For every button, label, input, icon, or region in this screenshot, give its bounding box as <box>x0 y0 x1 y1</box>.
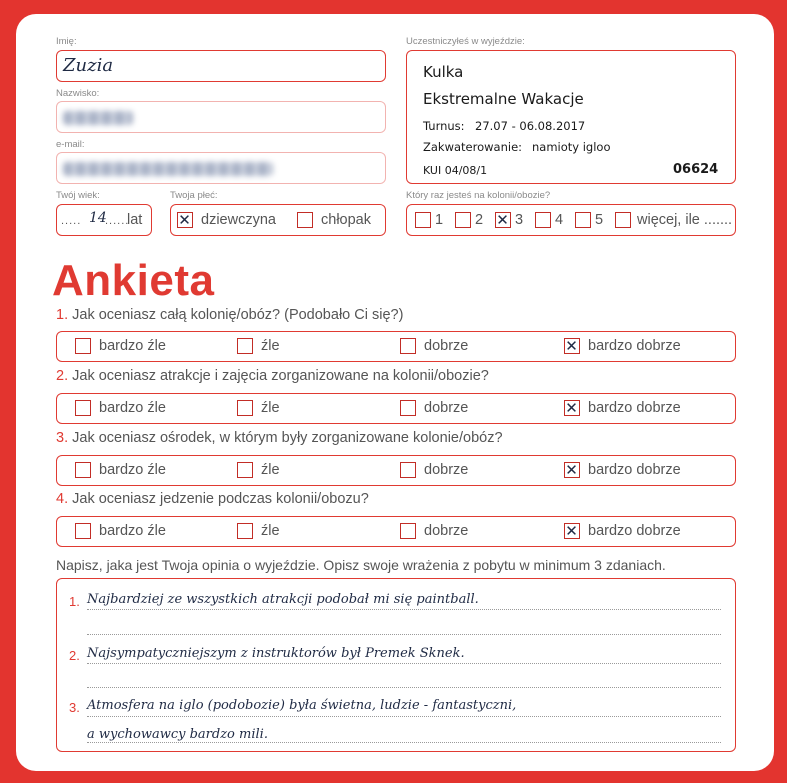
age-unit: lat <box>127 212 143 228</box>
gender-checkbox-male[interactable] <box>297 212 313 228</box>
question-1-checkbox-3[interactable] <box>400 338 416 354</box>
question-4-checkbox-1[interactable] <box>75 523 91 539</box>
question-4-answers <box>56 516 736 547</box>
turnus-label: Turnus: <box>423 119 465 133</box>
question-1-option-3: dobrze <box>424 338 469 354</box>
question-4-text <box>56 491 369 507</box>
question-1-checkbox-1[interactable] <box>75 338 91 354</box>
question-3-checkbox-1[interactable] <box>75 462 91 478</box>
age-field[interactable]: ..... 14 ...... lat <box>56 204 152 236</box>
age-value: 14 <box>89 210 107 226</box>
visit-checkbox-more[interactable] <box>615 212 631 228</box>
question-1-option-4: bardzo dobrze <box>588 338 681 354</box>
gender-option-male: chłopak <box>321 212 371 228</box>
question-1-option-1: bardzo źle <box>99 338 166 354</box>
visit-option-1: 1 <box>435 212 444 228</box>
visit-count-field <box>406 204 736 236</box>
visit-checkbox-1[interactable] <box>415 212 431 228</box>
question-4-option-4: bardzo dobrze <box>588 523 681 539</box>
opinion-line-4: a wychowawcy bardzo mili. <box>87 727 268 742</box>
visit-checkbox-2[interactable] <box>455 212 471 228</box>
gender-option-female: dziewczyna <box>201 212 276 228</box>
question-4-checkbox-2[interactable] <box>237 523 253 539</box>
question-1-answers <box>56 331 736 362</box>
question-3-option-4: bardzo dobrze <box>588 462 681 478</box>
accommodation-label: Zakwaterowanie: <box>423 140 523 154</box>
question-3-answers <box>56 455 736 486</box>
question-3-label: Jak oceniasz ośrodek, w którym były zorganizowane kolonie/obóz? <box>72 430 503 446</box>
trip-code: KUI 04/08/1 <box>423 164 488 177</box>
gender-checkbox-female[interactable] <box>177 212 193 228</box>
question-2-option-4: bardzo dobrze <box>588 400 681 416</box>
opinion-prompt: Napisz, jaka jest Twoja opinia o wyjeździe. Opisz swoje wrażenia z pobytu w minimum 3 zdaniach. <box>56 557 666 573</box>
visit-option-3: 3 <box>515 212 524 228</box>
question-2-text <box>56 368 489 384</box>
question-2-answers <box>56 393 736 424</box>
question-4-option-3: dobrze <box>424 523 469 539</box>
surname-label: Nazwisko: <box>56 88 100 99</box>
question-2-checkbox-4[interactable] <box>564 400 580 416</box>
name-field[interactable] <box>56 50 386 82</box>
question-4-checkbox-3[interactable] <box>400 523 416 539</box>
email-label: e-mail: <box>56 139 85 150</box>
trip-info-box <box>406 50 736 184</box>
question-2-option-3: dobrze <box>424 400 469 416</box>
visit-option-5: 5 <box>595 212 604 228</box>
email-field[interactable] <box>56 152 386 184</box>
opinion-line-3: Atmosfera na iglo (podobozie) była świetna, ludzie - fantastyczni, <box>87 698 517 713</box>
question-1-label: Jak oceniasz całą kolonię/obóz? (Podobało Ci się?) <box>72 307 404 323</box>
email-redacted <box>63 162 273 176</box>
survey-title: Ankieta <box>52 256 215 305</box>
visit-checkbox-3[interactable] <box>495 212 511 228</box>
question-2-number: 2. <box>56 368 69 384</box>
visit-option-more: więcej, ile ....... <box>637 212 733 228</box>
visit-count-label: Który raz jesteś na kolonii/obozie? <box>406 190 551 201</box>
surname-redacted <box>63 111 133 125</box>
question-3-checkbox-3[interactable] <box>400 462 416 478</box>
opinion-line-2: Najsympatyczniejszym z instruktorów był Premek Sknek. <box>87 646 465 661</box>
gender-field <box>170 204 386 236</box>
trip-name: Kulka <box>423 63 464 81</box>
age-label: Twój wiek: <box>56 190 100 201</box>
trip-label: Uczestniczyłeś w wyjeździe: <box>406 36 525 47</box>
question-4-option-2: źle <box>261 523 280 539</box>
question-2-option-2: źle <box>261 400 280 416</box>
question-2-checkbox-1[interactable] <box>75 400 91 416</box>
opinion-box[interactable] <box>56 578 736 752</box>
question-3-option-2: źle <box>261 462 280 478</box>
name-value: Zuzia <box>63 55 114 76</box>
opinion-line-1-num: 1. <box>69 594 80 609</box>
question-4-label: Jak oceniasz jedzenie podczas kolonii/obozu? <box>72 491 369 507</box>
gender-label: Twoja płeć: <box>170 190 218 201</box>
opinion-line-3-num: 3. <box>69 700 80 715</box>
question-3-checkbox-2[interactable] <box>237 462 253 478</box>
question-3-option-1: bardzo źle <box>99 462 166 478</box>
opinion-line-1: Najbardziej ze wszystkich atrakcji podobał mi się paintball. <box>87 592 479 607</box>
trip-program: Ekstremalne Wakacje <box>423 90 584 108</box>
question-2-checkbox-2[interactable] <box>237 400 253 416</box>
accommodation-value: namioty igloo <box>532 140 611 154</box>
question-3-number: 3. <box>56 430 69 446</box>
trip-number: 06624 <box>673 162 719 177</box>
visit-checkbox-4[interactable] <box>535 212 551 228</box>
question-3-option-3: dobrze <box>424 462 469 478</box>
opinion-line-2-num: 2. <box>69 648 80 663</box>
question-3-text <box>56 430 503 446</box>
name-label: Imię: <box>56 36 77 47</box>
question-2-option-1: bardzo źle <box>99 400 166 416</box>
visit-checkbox-5[interactable] <box>575 212 591 228</box>
question-1-text <box>56 307 403 323</box>
question-4-option-1: bardzo źle <box>99 523 166 539</box>
question-1-checkbox-4[interactable] <box>564 338 580 354</box>
question-4-checkbox-4[interactable] <box>564 523 580 539</box>
question-1-checkbox-2[interactable] <box>237 338 253 354</box>
question-2-label: Jak oceniasz atrakcje i zajęcia zorganizowane na kolonii/obozie? <box>72 368 489 384</box>
question-1-option-2: źle <box>261 338 280 354</box>
surname-field[interactable] <box>56 101 386 133</box>
question-1-number: 1. <box>56 307 69 323</box>
turnus-value: 27.07 - 06.08.2017 <box>475 119 586 133</box>
visit-option-4: 4 <box>555 212 564 228</box>
visit-option-2: 2 <box>475 212 484 228</box>
question-2-checkbox-3[interactable] <box>400 400 416 416</box>
question-4-number: 4. <box>56 491 69 507</box>
question-3-checkbox-4[interactable] <box>564 462 580 478</box>
